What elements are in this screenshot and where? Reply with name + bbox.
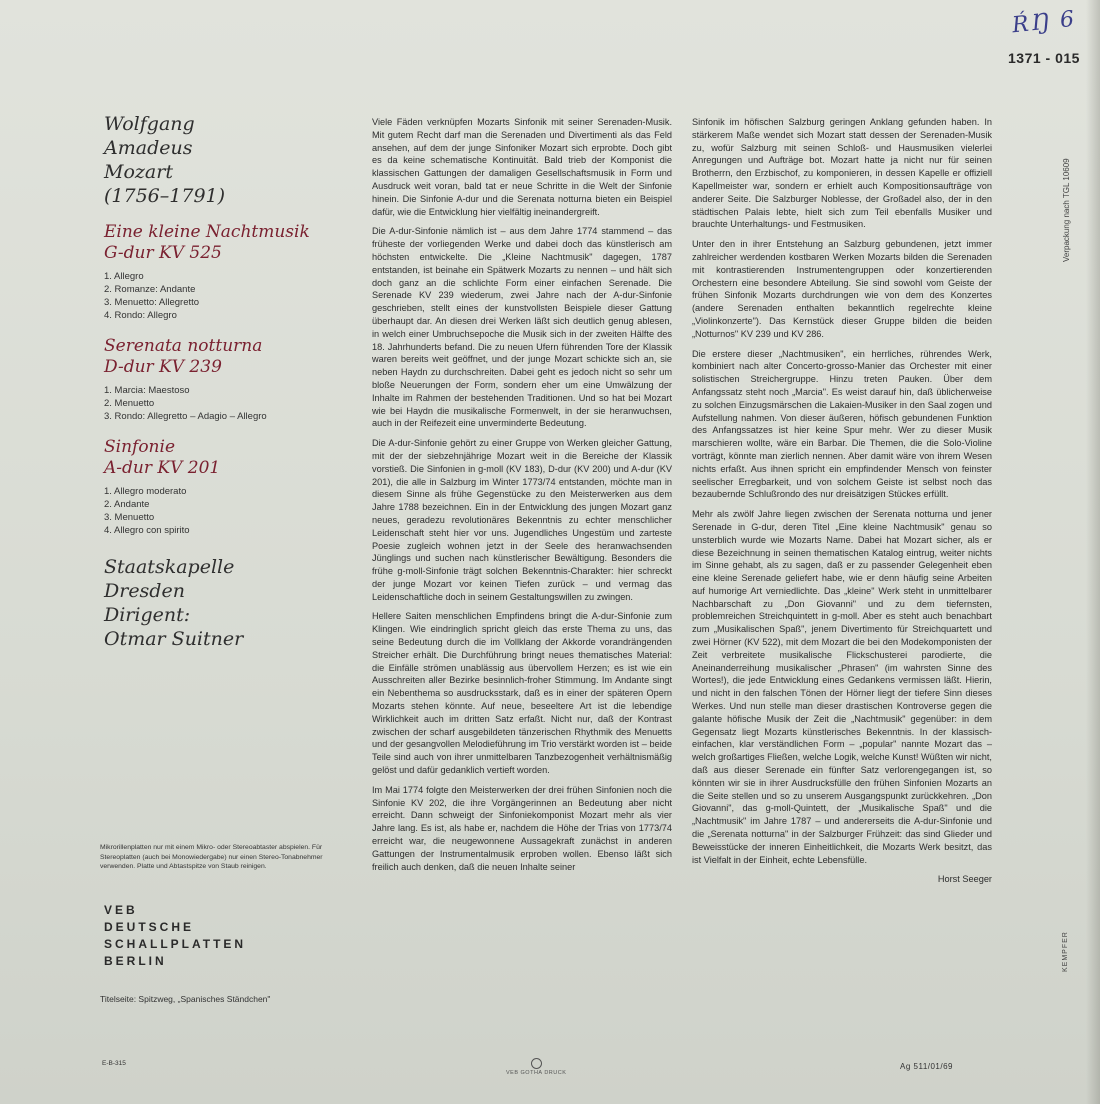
catalog-number: 1371 - 015	[1008, 50, 1080, 66]
license-code: Ag 511/01/69	[900, 1062, 954, 1071]
handwritten-note: ŔŊ 6	[1010, 6, 1078, 39]
composer-dates: (1756–1791)	[104, 185, 226, 207]
printer-logo-icon	[531, 1058, 542, 1069]
work-key-line: G-dur KV 525	[104, 243, 222, 263]
orchestra-line: Staatskapelle	[104, 556, 235, 578]
liner-notes-column-1	[372, 116, 672, 880]
movement-list	[104, 384, 349, 423]
work-title	[104, 437, 349, 479]
movement-item: 2. Andante	[104, 499, 150, 510]
liner-paragraph: Sinfonik im höfischen Salzburg geringen Anklang gefunden haben. In stärkerem Maße wendet sich Mozart statt dessen der Serenaden-Musik zu, wofür Salzburg mit seinen Schloß- und Hausmusiken vielerlei Anregungen und Aufträge bot. Mozart hatte ja nicht nur für seinen Brotherrn, den Erzbischof, zu komponieren, in dessen Kapelle er offiziell Kapellmeister war, sondern er erhielt auch Kompositionsaufträge von anderer Seite. Die Salzburger Noblesse, der Großadel also, der in den städtischen Palais lebte, hielt sich zum Teil ebenfalls Musiker und brauchte Unterhaltungs- und Festmusiken.	[692, 117, 992, 230]
label-line: SCHALLPLATTEN	[104, 937, 247, 951]
designer-credit: KEMPFER	[1062, 931, 1069, 972]
liner-paragraph: Im Mai 1774 folgte den Meisterwerken der drei frühen Sinfonien noch die Sinfonie KV 202, die ihre Vorgängerinnen an Bedeutung aber nicht erreicht. Dann schweigt der Sinfoniekomponist Mozart mehr als vier Jahre lang. Es ist, als habe er, nachdem die Höhe der Trias von 1773/74 erreicht war, die neugewonnene Aussagekraft zunächst in anderen Gattungen der Instrumentalmusik erproben wollen. Ebenso läßt sich freilich auch denken, daß die neuen Inhalte seiner	[372, 784, 672, 872]
movement-item: 3. Menuetto: Allegretto	[104, 297, 200, 308]
composer-line: Mozart	[104, 161, 173, 183]
composer-name	[104, 112, 349, 208]
work-title	[104, 336, 349, 378]
work-key-line: A-dur KV 201	[104, 458, 221, 478]
movement-item: 2. Menuetto	[104, 398, 155, 409]
work-block	[104, 222, 349, 322]
movement-item: 4. Rondo: Allegro	[104, 310, 177, 321]
orchestra-line: Dresden	[104, 580, 185, 602]
liner-paragraph: Unter den in ihrer Entstehung an Salzburg gebundenen, jetzt immer zahlreicher werdenden kostbaren Werken Mozarts bilden die Serenaden mit kontrastierenden Instrumentengruppen oder konzertierenden Orchestern eine besondere Abteilung. Sie sind sowohl vom Geiste der frühen Sinfonik Mozarts durchdrungen wie von dem des Konzertes (andere Serenaden enthalten bekanntlich regelrechte kleine „Violinkonzerte"). Das Kernstück dieser Gruppe bilden die beiden „Notturnos" KV 239 und KV 286.	[692, 239, 992, 339]
cover-art-credit: Titelseite: Spitzweg, „Spanisches Ständchen"	[100, 994, 271, 1004]
liner-paragraph: Mehr als zwölf Jahre liegen zwischen der Serenata notturna und jener Serenade in G-dur, deren Titel „Eine kleine Nachtmusik" genau so unsterblich wurde wie Mozarts Name. Dabei hat Mozart sicher, als er diese Bezeichnung in seinen thematischen Katalog eintrug, weiter nichts im Sinne gehabt, als zu sagen, daß er zu passender Gelegenheit eben eine kleine Serenade geliefert habe, wie er denn häufig seine Arbeiten auf humorige Art verniedlichte. Das „kleine" Werk steht in unmittelbarer Nachbarschaft zu „Don Giovanni" und zu dem tiefernsten, problemreichen Streichquintett in g-moll. Aber es steht auch benachbart zum „Musikalischen Spaß", jenem Divertimento für Streichquartett und zwei Hörner (KV 522), mit dem Mozart die bei den Modekomponisten der Zeit verbreitete musikalische Flickschusterei parodierte, die Aneinanderreihung musikalischer „Phrasen" (im wahrsten Sinne des Wortes!), die jede Entwicklung eines Gedankens vermissen läßt. Hierin, und nicht in den falschen Tönen der Hörner liegt der tiefere Sinn dieses Werkes. Und nun stelle man dieser drastischen Kontroverse gegen die galante höfische Musik der Zeit die „Nachtmusik" gegenüber: in dem Gegensatz liegt Mozarts künstlerisches Bekenntnis. In der klassisch-einfachen, klar verständlichen Form – „popular" nannte Mozart das – welch großartiges Fließen, welche Logik, welche Kunst! Wüßten wir nicht, daß aus dieser Serenade ein fünfter Satz verlorengegangen ist, so könnten wir sie in ihrer Ausdrucksfülle den frühen Sinfonien Mozarts an die Seite stellen und so zu unserem Ausgangspunkt zurückkehren. „Don Giovanni", das g-moll-Quintett, der „Musikalische Spaß" und die „Nachtmusik" im Jahre 1787 – und andererseits die A-dur-Sinfonie und die „Serenata notturna" in der Salzburger Frühzeit: das sind Glieder und Beweisstücke der inneren Einheitlichkeit, die Mozarts Werk besitzt, das ist Vielfalt in der Einheit, echte Lebensfülle.	[692, 509, 992, 865]
liner-paragraph: Die A-dur-Sinfonie nämlich ist – aus dem Jahre 1774 stammend – das früheste der vorliegenden Werke und dabei doch das künstlerisch am höchsten entwickelte. Die „Kleine Nachtmusik" dagegen, 1787 entstanden, ist beinahe ein Spätwerk Mozarts zu nennen – und hält sich doch ganz an die schlichte Form einer einfachen Serenade. Die Serenade KV 239 wiederum, zwei Jahre nach der A-dur-Sinfonie geschrieben, stellt eines der kunstvollsten Beispiele dieser Gattung überhaupt dar. An diesen drei Werken läßt sich deutlich genug ablesen, in welch einer Umbruchsepoche die Musik sich in der zweiten Hälfte des 18. Jahrhunderts befand. Die zu neuen Ufern führenden Tore der Klassik waren bereits weit geöffnet, und der junge Mozart schickte sich an, sie neben Haydn zu durchschreiten. Dabei geht es jedoch nicht so sehr um bloße Neuerungen der Form, sondern eher um eine Umwälzung der Inhalte im Rahmen der bestehenden Traditionen. Und so hat bei Mozart wie bei Haydn die musikalische Formenwelt, in der sie heranwuchsen, auch in der Reifezeit eine unverminderte Bedeutung.	[372, 226, 672, 429]
movement-item: 4. Allegro con spirito	[104, 525, 190, 536]
work-block	[104, 336, 349, 423]
composer-line: Amadeus	[104, 137, 193, 159]
cover-edge-shadow	[1086, 0, 1100, 1104]
printer-mark	[506, 1058, 566, 1076]
composer-line: Wolfgang	[104, 113, 195, 135]
movement-item: 3. Rondo: Allegretto – Adagio – Allegro	[104, 411, 267, 422]
conductor-label: Dirigent:	[104, 604, 191, 626]
movement-item: 2. Romanze: Andante	[104, 284, 196, 295]
work-title-line: Sinfonie	[104, 437, 176, 457]
performer-credits	[104, 555, 349, 651]
work-block	[104, 437, 349, 537]
work-title	[104, 222, 349, 264]
liner-paragraph: Die A-dur-Sinfonie gehört zu einer Gruppe von Werken gleicher Gattung, mit der der siebzehnjährige Mozart weit in die Bereiche der Klassik vorstieß. Die Sinfonien in g-moll (KV 183), D-dur (KV 200) und A-dur (KV 201), die alle in Salzburg im Winter 1773/74 entstanden, möchte man in diesem Sinne als frühe Gegenstücke zu den Meisterwerken aus dem Jahre 1788 bezeichnen. Ein in der Entwicklung des jungen Mozart ganz neues, geradezu revolutionäres Bekenntnis zu echter menschlicher Leidenschaft steht hier vor uns. Jugendliches Ungestüm und zarteste Poesie zugleich wohnen jetzt in der Seele des heranwachsenden Jünglings und suchen nach künstlerischer Bewältigung. Besonders die frühe g-moll-Sinfonie trägt solchen Bekenntnis-Charakter: hier schreckt der junge Mozart vor keinen Tiefen zurück – und vermag das Leidenschaftliche doch in seinem Gestaltungswillen zu zwingen.	[372, 438, 672, 602]
work-key-line: D-dur KV 239	[104, 357, 222, 377]
packaging-note: Verpackung nach TGL 10609	[1062, 158, 1071, 262]
movement-item: 1. Allegro	[104, 271, 144, 282]
liner-paragraph: Die erstere dieser „Nachtmusiken", ein herrliches, rührendes Werk, kombiniert nach alter Concerto-grosso-Manier das Orchester mit einer solistischen Streichergruppe. Hinzu treten Pauken. Über dem Anfangssatz steht noch „Marcia". Es weist darauf hin, daß üblicherweise zu solchen Einzugsmärschen die Lakaien-Musiker in den Saal zogen und Aufstellung nahmen. Von dieser äußeren, höfisch gebundenen Funktion des Anfangssatzes ist hier keine Spur mehr. Wer zu dieser Musik marschieren wollte, wäre ein Barbar. Die Themen, die die Solo-Violine vorträgt, könnte man zierlich nennen. Aber damit wäre von ihrem Wesen nichts erfaßt. Aus ihnen spricht ein empfindender Mensch von feinster seelischer Erregbarkeit, und von solchem Geiste ist selbst noch das bezaubernde Schlußrondo des nur dreisätzigen Stückes erfüllt.	[692, 348, 992, 500]
print-code: E-B-315	[102, 1060, 126, 1067]
playback-instructions: Mikrorillenplatten nur mit einem Mikro- oder Stereoabtaster abspielen. Für Stereoplatten (auch bei Monowiedergabe) nur einen Stereo-Tonabnehmer verwenden. Platte und Abtastspitze von Staub reinigen.	[100, 844, 323, 870]
liner-notes-column-2	[692, 116, 992, 886]
label-line: VEB	[104, 903, 138, 917]
printer-name: VEB GOTHA DRUCK	[506, 1070, 567, 1076]
work-title-line: Serenata notturna	[104, 336, 263, 356]
label-line: DEUTSCHE	[104, 920, 195, 934]
movement-item: 1. Allegro moderato	[104, 486, 187, 497]
liner-paragraph: Hellere Saiten menschlichen Empfindens bringt die A-dur-Sinfonie zum Klingen. Wie eindringlich spricht gleich das erste Thema zu uns, das seine Bedeutung durch die im Vollklang der Akkorde vorandrängenden Streicher erhält. Die Durchführung bringt neues thematisches Material: die Einfälle strömen unablässig aus übervollem Herzen; es ist wie ein Ausschreiten aller Bezirke besinnlich-froher Stimmung. Im Andante singt ein Nebenthema so ausdrucksstark, daß es in einer der späteren Opern Mozarts stehen könnte. Auf neue, beseeltere Art ist die lebendige Wirklichkeit auch im dritten Satz erfaßt. Nicht nur, daß der Kontrast zwischen der scharf ausgebildeten tänzerischen Rhythmik des Menuetts und der gesangvollen Melodieführung im Trio verstärkt worden ist – beide Teile sind auch von ihrer unmittelbaren Tanzbezogenheit verhältnismäßig gelöst und dafür gedanklich vertieft worden.	[372, 611, 672, 776]
record-label	[104, 902, 246, 970]
liner-paragraph: Viele Fäden verknüpfen Mozarts Sinfonik mit seiner Serenaden-Musik. Mit gutem Recht darf man die Serenaden und Divertimenti als das Feld ansehen, auf dem der junge Sinfoniker Mozart sich erprobte. Doch gibt es da keine schematische Kontinuität. Bald trieb der Komponist die klassischen Gattungen der damaligen Gesellschaftsmusik in Form und Ausdruck weit voran, bald tat er neue Schritte in die Welt der Sinfonie hinein. Die Sinfonie A-dur und die Serenata notturna bieten ein Beispiel dafür, wie die Entwicklung hier vielfältig ineinandergreift.	[372, 117, 672, 217]
movement-list	[104, 485, 349, 537]
conductor-name: Otmar Suitner	[104, 628, 244, 650]
label-line: BERLIN	[104, 954, 167, 968]
author-signature: Horst Seeger	[937, 874, 992, 885]
movement-item: 1. Marcia: Maestoso	[104, 385, 190, 396]
movement-item: 3. Menuetto	[104, 512, 155, 523]
movement-list	[104, 270, 349, 322]
program-listing	[104, 112, 349, 651]
work-title-line: Eine kleine Nachtmusik	[104, 222, 310, 242]
